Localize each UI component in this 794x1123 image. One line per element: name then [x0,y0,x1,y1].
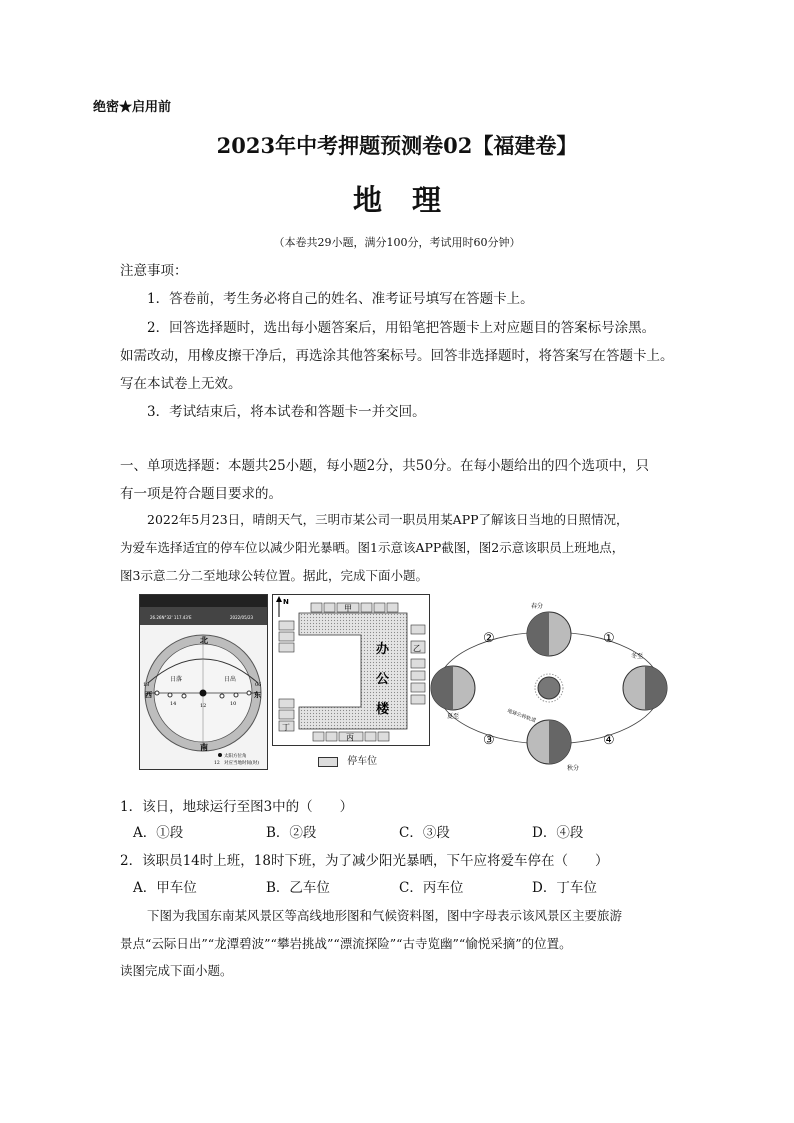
building-label-2: 公 [376,672,390,687]
west-label: 西 [145,690,152,699]
figure-2-legend [318,752,377,767]
passage-2-line-1: 下图为我国东南某风景区等高线地形图和气候资料图，图中字母表示该风景区主要旅游 [147,908,623,923]
question-1-option-d[interactable]: D．④段 [532,825,584,841]
notice-item-2-line-3: 写在本试卷上无效。 [120,376,242,392]
coords-text: 26.26N°32' 117.43'E [150,615,192,620]
legend-azimuth: 太阳方位角 [224,754,247,759]
figure-1-svg [140,595,267,769]
parking-row-top [311,603,398,612]
legend-dot [218,753,222,757]
question-2-option-b[interactable]: B．乙车位 [266,880,330,896]
status-bar [140,595,267,607]
legend-local-time: 对应当地时间(时) [224,761,260,766]
sun-point [234,693,238,697]
north-arrowhead-icon [276,596,282,602]
exam-info: （本卷共29小题，满分100分，考试用时60分钟） [273,236,521,249]
label-yi: 乙 [413,644,421,653]
time-14: 14 [170,701,177,707]
earth-spring-night [527,612,549,656]
building-label-3: 楼 [376,702,390,717]
sun-point [155,691,159,695]
label-bing: 丙 [346,733,354,742]
east-label: 东 [254,690,261,699]
parking-column-right [411,625,425,704]
time-18: 18 [143,682,150,688]
notice-item-2-line-2: 如需改动，用橡皮擦干净后，再选涂其他答案标号。回答非选择题时，将答案写在答题卡上。 [120,348,674,364]
south-label: 南 [200,742,208,752]
question-2-stem: 2．该职员14时上班，18时下班，为了减少阳光暴晒，下午应将爱车停在（ ） [120,853,609,869]
exam-title: 2023年中考押题预测卷02【福建卷】 [216,133,578,158]
passage-1-line-2: 为爱车选择适宜的停车位以减少阳光暴晒。图1示意该APP截图，图2示意该职员上班地点， [120,540,625,555]
segment-3-label: ③ [483,733,495,748]
north-label: 北 [200,635,208,645]
notice-item-3: 3．考试结束后，将本试卷和答题卡一并交回。 [147,404,426,420]
notice-item-1: 1．答卷前，考生务必将自己的姓名、准考证号填写在答题卡上。 [147,291,534,307]
summer-label: 夏至 [447,713,460,720]
observer-dot [200,690,207,697]
passage-1-line-1: 2022年5月23日，晴朗天气，三明市某公司一职员用某APP了解该日当地的日照情况， [147,512,629,527]
figure-1-app-screenshot [139,594,268,770]
time-06: 06 [255,682,262,688]
label-ding: 丁 [282,723,290,732]
north-label: N [283,598,289,606]
section-heading-line-2: 有一项是符合题目要求的。 [120,486,282,502]
label-jia: 甲 [344,604,352,613]
time-10: 10 [230,701,237,707]
earth-autumn-night [549,720,571,764]
question-1-option-c[interactable]: C．③段 [399,825,450,841]
date-text: 2022/05/23 [230,615,254,620]
autumn-label: 秋分 [567,765,580,772]
segment-1-label: ① [603,631,615,646]
office-building [299,613,407,729]
notice-item-2-line-1: 2．回答选择题时，选出每小题答案后，用铅笔把答题卡上对应题目的答案标号涂黑。 [147,320,656,336]
parking-column-left [279,621,294,719]
question-2-option-c[interactable]: C．丙车位 [399,880,464,896]
question-1-stem: 1．该日，地球运行至图3中的（ ） [120,799,354,815]
sun-point [182,694,186,698]
question-2-option-a[interactable]: A．甲车位 [133,880,197,896]
legend-parking-label: 停车位 [347,756,378,767]
building-label-1: 办 [376,642,390,657]
time-12: 12 [200,703,207,709]
sunrise-label: 日出 [224,676,237,683]
question-1-option-a[interactable]: A．①段 [133,825,184,841]
section-heading-line-1: 一、单项选择题：本题共25小题，每小题2分，共50分。在每小题给出的四个选项中，只 [120,458,649,474]
legend-number: 12 [214,761,220,766]
spring-label: 春分 [531,603,544,610]
notice-heading: 注意事项： [120,263,188,279]
sunset-label: 日落 [170,676,183,683]
passage-1-line-3: 图3示意二分二至地球公转位置。据此，完成下面小题。 [120,568,428,583]
figure-3-earth-orbit [427,600,672,772]
winter-label: 冬至 [631,653,644,660]
sun-icon [538,677,560,699]
question-1-option-b[interactable]: B．②段 [266,825,317,841]
earth-summer-night [431,666,453,710]
question-2-option-d[interactable]: D．丁车位 [532,880,597,896]
passage-2-line-2: 景点“云际日出”“龙潭碧波”“攀岩挑战”“漂流探险”“古寺览幽”“愉悦采摘”的位置。 [120,936,572,951]
sun-point [220,694,224,698]
sun-point [168,693,172,697]
sun-point [247,691,251,695]
secret-label: 绝密★启用前 [93,100,172,115]
figure-3-svg [427,600,672,772]
passage-2-line-3: 读图完成下面小题。 [120,963,233,978]
figure-2-parking-lot [272,594,430,746]
earth-winter-night [645,666,667,710]
figure-2-svg [273,595,429,745]
segment-4-label: ④ [603,733,615,748]
orbit-label: 地球公转轨道 [506,708,537,725]
legend-parking-swatch [318,757,338,767]
subject-title: 地理 [352,183,471,217]
segment-2-label: ② [483,631,495,646]
